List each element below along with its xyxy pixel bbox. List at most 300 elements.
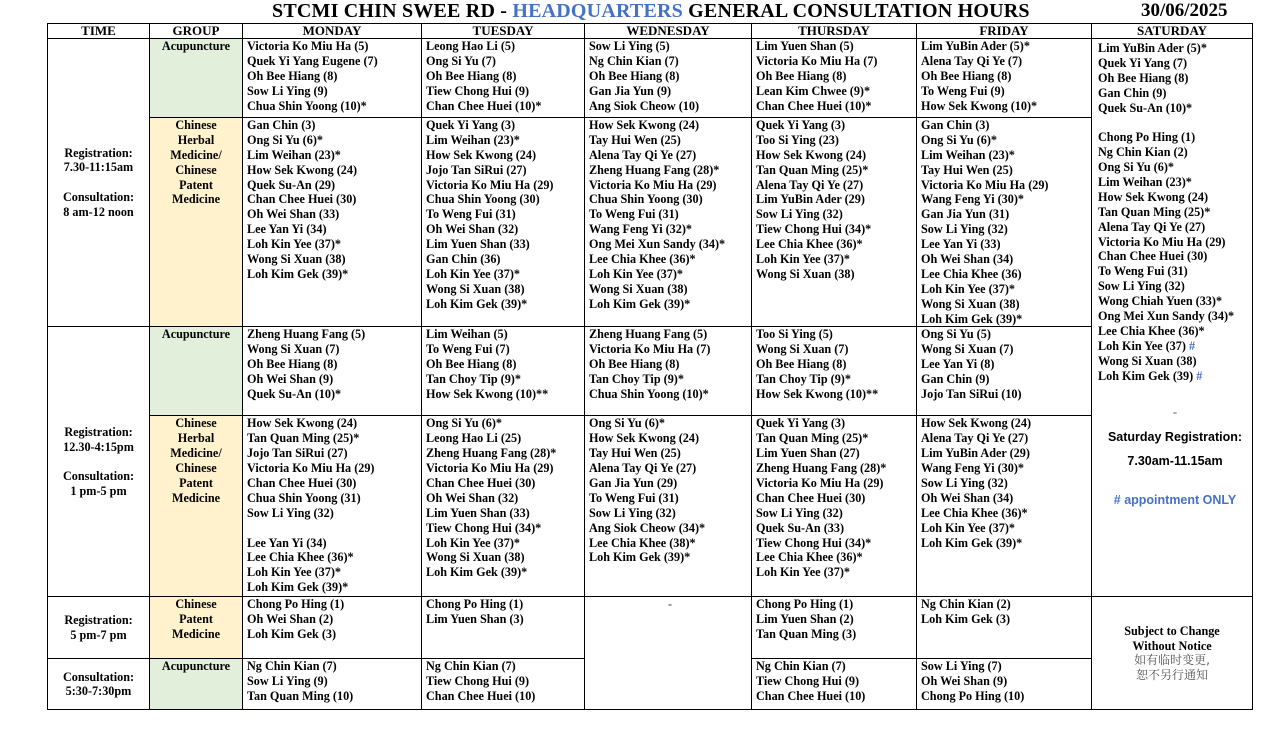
doctor-entry: Zheng Huang Fang (5) [247, 327, 366, 342]
doctor-entry: Tan Choy Tip (9)* [426, 372, 521, 387]
doctor-entry: Wang Feng Yi (30)* [921, 461, 1025, 476]
doctor-entry: Lim Weihan (23)* [1098, 175, 1192, 190]
doctor-entry: Ong Mei Xun Sandy (34)* [1098, 309, 1235, 324]
doctor-entry: Victoria Ko Miu Ha (29) [1098, 234, 1226, 249]
doctor-entry: Leong Hao Li (25) [426, 431, 522, 446]
saturday-entry [1098, 369, 1252, 384]
doctor-entry: Wong Si Xuan (7) [756, 342, 849, 357]
doctor-entry: Loh Kim Gek (39)* [921, 311, 1023, 326]
doctor-entry: Ong Si Yu (7) [426, 53, 496, 68]
doctor-entry: How Sek Kwong (24) [589, 118, 700, 132]
saturday-entry-name: Loh Kim Gek (39) [1098, 368, 1197, 383]
doctor-entry: Victoria Ko Miu Ha (5) [247, 39, 369, 53]
page-title [272, 0, 1030, 23]
am-acupuncture-row [48, 39, 1253, 118]
pm-acu-wed [585, 327, 752, 416]
doctor-entry: Chua Shin Yoong (30) [589, 192, 703, 207]
pm-acu-thu [752, 327, 917, 416]
doctor-entry: Loh Kim Gek (3) [921, 612, 1011, 627]
doctor-entry: Loh Kim Gek (39)* [921, 535, 1023, 550]
doctor-entry: Quek Yi Yang (3) [756, 118, 846, 132]
doctor-entry: Loh Kin Yee (37)* [426, 266, 520, 281]
doctor-entry: Lee Chia Khee (36)* [1098, 323, 1205, 338]
doctor-entry: Tan Quan Ming (25)* [1098, 204, 1211, 219]
col-header-monday: MONDAY [243, 24, 422, 39]
doctor-entry: Alena Tay Qi Ye (27) [589, 461, 697, 476]
doctor-entry: Zheng Huang Fang (5) [589, 327, 708, 342]
doctor-entry: Gan Chin (36) [426, 252, 501, 267]
doctor-entry: Tiew Chong Hui (34)* [426, 520, 542, 535]
pm-herb-thu [752, 416, 917, 597]
doctor-entry: Alena Tay Qi Ye (27) [1098, 219, 1206, 234]
pm-acu-mon [243, 327, 422, 416]
doctor-entry: Victoria Ko Miu Ha (29) [921, 177, 1049, 192]
doctor-entry: Oh Bee Hiang (8) [247, 357, 338, 372]
saturday-entry-name: Loh Kin Yee (37) [1098, 338, 1189, 353]
doctor-entry: Tan Quan Ming (3) [756, 627, 857, 642]
doctor-entry: Lee Chia Khee (36)* [589, 252, 696, 267]
doctor-entry: Chan Chee Huei (10)* [426, 98, 542, 113]
doctor-entry: Tay Hui Wen (25) [589, 132, 681, 147]
doctor-entry: Lee Chia Khee (36)* [756, 237, 863, 252]
doctor-entry: Loh Kin Yee (37)* [921, 281, 1015, 296]
am-group-acupuncture: Acupuncture [150, 39, 243, 118]
appointment-only-note: # appointment ONLY [1113, 493, 1237, 508]
doctor-entry: Lee Yan Yi (8) [921, 357, 995, 372]
doctor-entry: Jojo Tan SiRui (27) [426, 162, 527, 177]
am-acu-thu [752, 39, 917, 118]
am-time-cell [48, 39, 150, 327]
eve-time-line: 5 pm-7 pm [70, 627, 127, 642]
doctor-entry [247, 521, 421, 536]
am-acu-wed [585, 39, 752, 118]
doctor-entry: Tiew Chong Hui (9) [426, 83, 530, 98]
am-acu-mon [243, 39, 422, 118]
doctor-entry: Wang Feng Yi (30)* [921, 192, 1025, 207]
doctor-entry: Oh Wei Shan (2) [247, 612, 334, 627]
eve-time-line: Consultation: [62, 669, 135, 684]
am-herb-thu [752, 118, 917, 327]
doctor-entry: Tiew Chong Hui (34)* [756, 535, 872, 550]
doctor-entry: Ong Si Yu (6)* [247, 132, 323, 147]
doctor-entry: Sow Li Ying (5) [589, 39, 670, 53]
doctor-entry: How Sek Kwong (24) [426, 147, 537, 162]
schedule-date: 30/06/2025 [1141, 0, 1228, 21]
doctor-entry: Lim Yuen Shan (33) [426, 237, 530, 252]
eve-registration-cell [48, 597, 150, 659]
doctor-entry: Tiew Chong Hui (9) [426, 674, 530, 689]
doctor-entry: Sow Li Ying (32) [247, 505, 334, 520]
am-time-line: 8 am-12 noon [63, 205, 134, 220]
pm-acupuncture-row [48, 327, 1253, 416]
doctor-entry: Too Si Ying (5) [756, 327, 833, 342]
doctor-entry: Victoria Ko Miu Ha (29) [426, 177, 554, 192]
group-label-line: Chinese [175, 416, 217, 431]
doctor-entry: Wong Si Xuan (38) [921, 296, 1020, 311]
pm-herb-fri [917, 416, 1092, 597]
pm-herb-tue [422, 416, 585, 597]
doctor-entry: How Sek Kwong (10)* [921, 98, 1038, 113]
notice-zh-line: 如有临时变更, [1134, 653, 1210, 668]
doctor-entry: Ong Si Yu (5) [921, 327, 991, 342]
eve-patent-thu [752, 597, 917, 659]
doctor-entry: Oh Bee Hiang (8) [247, 68, 338, 83]
doctor-entry: Sow Li Ying (32) [756, 207, 843, 222]
doctor-entry [1098, 115, 1252, 130]
group-label-line: Medicine [171, 627, 221, 642]
doctor-entry: Tan Quan Ming (25)* [756, 431, 869, 446]
group-label-line: Chinese [175, 162, 217, 177]
doctor-entry: Ong Si Yu (6)* [426, 416, 502, 431]
doctor-entry: Ng Chin Kian (2) [921, 597, 1011, 612]
group-label-line: Medicine/ [170, 147, 222, 162]
col-header-friday: FRIDAY [917, 24, 1092, 39]
doctor-entry: Chan Chee Huei (10) [756, 689, 866, 704]
doctor-entry: To Weng Fui (31) [589, 490, 679, 505]
doctor-entry: Lee Chia Khee (36)* [756, 550, 863, 565]
eve-acu-tue [422, 659, 585, 710]
doctor-entry: Lee Yan Yi (34) [247, 222, 327, 237]
pm-herbal-row [48, 416, 1253, 597]
doctor-entry: How Sek Kwong (24) [589, 431, 700, 446]
doctor-entry: How Sek Kwong (24) [247, 162, 358, 177]
doctor-entry: Lim Yuen Shan (2) [756, 612, 854, 627]
doctor-entry: How Sek Kwong (24) [1098, 189, 1209, 204]
doctor-entry: Zheng Huang Fang (28)* [756, 461, 887, 476]
doctor-entry: Oh Wei Shan (32) [426, 222, 519, 237]
group-label-line: Chinese [175, 597, 217, 612]
doctor-entry: Quek Su-An (33) [756, 520, 845, 535]
am-time-line: 7.30-11:15am [63, 160, 134, 175]
doctor-entry: Loh Kim Gek (39)* [247, 580, 349, 595]
doctor-entry: Oh Wei Shan (32) [426, 490, 519, 505]
saturday-entry [1098, 339, 1252, 354]
doctor-entry: Ng Chin Kian (2) [1098, 145, 1188, 160]
doctor-entry: How Sek Kwong (24) [247, 416, 358, 431]
doctor-entry: Lee Chia Khee (38)* [589, 535, 696, 550]
doctor-entry: Lean Kim Chwee (9)* [756, 83, 871, 98]
col-header-saturday: SATURDAY [1092, 24, 1253, 39]
pm-time-line: Registration: [64, 424, 133, 439]
doctor-entry: Zheng Huang Fang (28)* [426, 446, 557, 461]
doctor-entry: Oh Bee Hiang (8) [921, 68, 1012, 83]
pm-time-line: 12.30-4:15pm [63, 439, 134, 454]
doctor-entry: Quek Su-An (10)* [1098, 100, 1193, 115]
doctor-entry: Gan Chin (9) [921, 372, 990, 387]
am-group-herbal [150, 118, 243, 327]
doctor-entry: Lee Yan Yi (34) [247, 535, 327, 550]
header-row [48, 24, 1253, 39]
doctor-entry: Lim Weihan (23)* [426, 132, 520, 147]
saturday-entry [1098, 354, 1252, 369]
pm-herb-wed [585, 416, 752, 597]
am-herb-wed [585, 118, 752, 327]
group-label-line: Patent [179, 177, 213, 192]
eve-time-line: Registration: [64, 613, 133, 628]
doctor-entry: Oh Bee Hiang (8) [589, 357, 680, 372]
saturday-registration-label: Saturday Registration: [1107, 430, 1243, 445]
saturday-cell [1092, 39, 1253, 597]
doctor-entry: Chan Chee Huei (30) [247, 476, 357, 491]
appointment-mark: # [1188, 338, 1196, 353]
doctor-entry: Loh Kin Yee (37)* [426, 535, 520, 550]
schedule-table [47, 23, 1253, 710]
eve-acu-mon [243, 659, 422, 710]
doctor-entry: Lim Weihan (23)* [247, 147, 341, 162]
doctor-entry: Ng Chin Kian (7) [756, 659, 846, 674]
group-label-line: Herbal [177, 132, 215, 147]
eve-patent-row [48, 597, 1253, 659]
doctor-entry: Lee Chia Khee (36)* [247, 550, 354, 565]
doctor-entry: Oh Wei Shan (9) [921, 674, 1008, 689]
doctor-entry: Gan Jia Yun (29) [589, 476, 678, 491]
doctor-entry: Lim Weihan (5) [426, 327, 508, 342]
notice-line: Subject to Change [1124, 623, 1220, 638]
pm-herb-mon [243, 416, 422, 597]
doctor-entry: Gan Jia Yun (9) [589, 83, 672, 98]
doctor-entry: Sow Li Ying (32) [921, 476, 1008, 491]
doctor-entry: Chong Po Hing (1) [426, 597, 524, 612]
doctor-entry: Lim YuBin Ader (5)* [1098, 41, 1207, 55]
pm-group-herbal [150, 416, 243, 597]
doctor-entry: Ong Si Yu (6)* [1098, 160, 1174, 175]
col-header-wednesday: WEDNESDAY [585, 24, 752, 39]
am-time-line: Consultation: [62, 190, 135, 205]
doctor-entry: Loh Kim Gek (3) [247, 627, 337, 642]
doctor-entry: Tay Hui Wen (25) [921, 162, 1013, 177]
am-herb-fri [917, 118, 1092, 327]
eve-group-acupuncture: Acupuncture [150, 659, 243, 710]
notice-line: Without Notice [1132, 638, 1212, 653]
doctor-entry: Ong Mei Xun Sandy (34)* [589, 237, 726, 252]
doctor-entry: Loh Kim Gek (39)* [426, 296, 528, 311]
doctor-entry: Lee Chia Khee (36)* [921, 505, 1028, 520]
doctor-entry: Wang Feng Yi (32)* [589, 222, 693, 237]
pm-acu-fri [917, 327, 1092, 416]
col-header-group: GROUP [150, 24, 243, 39]
doctor-entry: Chong Po Hing (1) [1098, 130, 1196, 145]
doctor-entry: Chong Po Hing (1) [756, 597, 854, 612]
doctor-entry: Lim YuBin Ader (29) [921, 446, 1030, 461]
doctor-entry: Lim Yuen Shan (3) [426, 612, 524, 627]
eve-time-line: 5:30-7:30pm [65, 684, 132, 699]
doctor-entry: Oh Bee Hiang (8) [756, 357, 847, 372]
eve-wed-empty: - [585, 597, 752, 710]
doctor-entry: Loh Kin Yee (37)* [921, 520, 1015, 535]
doctor-entry: Victoria Ko Miu Ha (7) [756, 53, 878, 68]
am-herb-tue [422, 118, 585, 327]
doctor-entry: Ang Siok Cheow (34)* [589, 520, 706, 535]
doctor-entry: Loh Kin Yee (37)* [247, 237, 341, 252]
doctor-entry: Tan Choy Tip (9)* [589, 372, 684, 387]
doctor-entry: Sow Li Ying (32) [921, 222, 1008, 237]
doctor-entry: Wong Si Xuan (38) [426, 281, 525, 296]
doctor-entry: Oh Bee Hiang (8) [426, 68, 517, 83]
doctor-entry: Ng Chin Kian (7) [247, 659, 337, 674]
doctor-entry: Loh Kim Gek (39)* [589, 550, 691, 565]
doctor-entry: Wong Chiah Yuen (33)* [1098, 294, 1223, 309]
doctor-entry: Ong Si Yu (6)* [589, 416, 665, 431]
doctor-entry: Quek Yi Yang Eugene (7) [247, 53, 378, 68]
doctor-entry: Gan Chin (3) [921, 118, 990, 132]
doctor-entry: Tan Quan Ming (25)* [247, 431, 360, 446]
am-herb-mon [243, 118, 422, 327]
group-label-line: Herbal [177, 431, 215, 446]
doctor-entry: Tan Quan Ming (10) [247, 689, 354, 704]
doctor-entry: Oh Bee Hiang (8) [1098, 70, 1189, 85]
notice-zh-line: 恕不另行通知 [1135, 668, 1208, 683]
appointment-mark: # [1196, 368, 1203, 383]
notice-cell [1092, 597, 1253, 710]
title-suffix: GENERAL CONSULTATION HOURS [682, 0, 1030, 22]
doctor-entry: Lim Yuen Shan (33) [426, 505, 530, 520]
doctor-entry: Quek Su-An (10)* [247, 387, 342, 402]
doctor-entry: Leong Hao Li (5) [426, 39, 516, 53]
group-label-line: Medicine [171, 490, 221, 505]
doctor-entry: Sow Li Ying (32) [589, 505, 676, 520]
doctor-entry: Gan Chin (9) [1098, 85, 1167, 100]
doctor-entry: To Weng Fui (9) [921, 83, 1005, 98]
saturday-dash: - [1172, 405, 1178, 420]
doctor-entry: Chua Shin Yoong (10)* [589, 387, 709, 402]
doctor-entry: Sow Li Ying (7) [921, 659, 1002, 674]
pm-time-cell [48, 327, 150, 597]
pm-group-acupuncture: Acupuncture [150, 327, 243, 416]
doctor-entry: Quek Su-An (29) [247, 177, 336, 192]
doctor-entry: Loh Kim Gek (39)* [589, 296, 691, 311]
doctor-entry: Lim YuBin Ader (5)* [921, 39, 1030, 53]
am-time-line [48, 175, 149, 190]
doctor-entry: Lee Yan Yi (33) [921, 237, 1001, 252]
col-header-thursday: THURSDAY [752, 24, 917, 39]
doctor-entry: Too Si Ying (23) [756, 132, 839, 147]
doctor-entry: Ang Siok Cheow (10) [589, 98, 700, 113]
doctor-entry: How Sek Kwong (24) [756, 147, 867, 162]
doctor-entry: Oh Bee Hiang (8) [589, 68, 680, 83]
doctor-entry: Oh Bee Hiang (8) [426, 357, 517, 372]
doctor-entry: Ng Chin Kian (7) [589, 53, 679, 68]
doctor-entry: How Sek Kwong (24) [921, 416, 1032, 431]
doctor-entry: Sow Li Ying (32) [1098, 279, 1185, 294]
am-time-line: Registration: [64, 145, 133, 160]
col-header-tuesday: TUESDAY [422, 24, 585, 39]
doctor-entry: Chua Shin Yoong (30) [426, 192, 540, 207]
doctor-entry: Tiew Chong Hui (34)* [756, 222, 872, 237]
eve-patent-tue [422, 597, 585, 659]
doctor-entry: Alena Tay Qi Ye (27) [756, 177, 864, 192]
doctor-entry: Wong Si Xuan (38) [589, 281, 688, 296]
doctor-entry: Tan Quan Ming (25)* [756, 162, 869, 177]
doctor-entry: Quek Yi Yang (3) [756, 416, 846, 431]
doctor-entry: To Weng Fui (31) [589, 207, 679, 222]
eve-patent-mon [243, 597, 422, 659]
doctor-entry: Lim Weihan (23)* [921, 147, 1015, 162]
doctor-entry: Victoria Ko Miu Ha (29) [589, 177, 717, 192]
doctor-entry: Gan Jia Yun (31) [921, 207, 1010, 222]
doctor-entry: Victoria Ko Miu Ha (7) [589, 342, 711, 357]
doctor-entry: Chan Chee Huei (30) [426, 476, 536, 491]
doctor-entry: Victoria Ko Miu Ha (29) [247, 461, 375, 476]
am-acu-tue [422, 39, 585, 118]
doctor-entry: Chan Chee Huei (30) [1098, 249, 1208, 264]
doctor-entry: Lim YuBin Ader (29) [756, 192, 865, 207]
doctor-entry: Victoria Ko Miu Ha (29) [426, 461, 554, 476]
doctor-entry: Wong Si Xuan (38) [756, 266, 855, 281]
doctor-entry: Loh Kin Yee (37)* [756, 565, 850, 580]
doctor-entry: Quek Yi Yang (3) [426, 118, 516, 132]
group-label-line: Medicine [171, 192, 221, 207]
eve-acu-fri [917, 659, 1092, 710]
doctor-entry: To Weng Fui (7) [426, 342, 510, 357]
col-header-time: TIME [48, 24, 150, 39]
doctor-entry: Sow Li Ying (32) [756, 505, 843, 520]
am-acu-fri [917, 39, 1092, 118]
doctor-entry: Wong Si Xuan (7) [247, 342, 340, 357]
doctor-entry: To Weng Fui (31) [426, 207, 516, 222]
group-label-line: Chinese [175, 118, 217, 132]
saturday-tail [1098, 339, 1252, 384]
doctor-entry: To Weng Fui (31) [1098, 264, 1188, 279]
doctor-entry: Zheng Huang Fang (28)* [589, 162, 720, 177]
doctor-entry: Jojo Tan SiRui (10) [921, 387, 1022, 402]
doctor-entry: Alena Tay Qi Ye (27) [589, 147, 697, 162]
doctor-entry: Loh Kin Yee (37)* [756, 252, 850, 267]
doctor-entry: Loh Kim Gek (39)* [247, 266, 349, 281]
doctor-entry: Victoria Ko Miu Ha (29) [756, 476, 884, 491]
doctor-entry: Lim Yuen Shan (27) [756, 446, 860, 461]
doctor-entry: Chan Chee Huei (10) [426, 689, 536, 704]
doctor-entry: Sow Li Ying (9) [247, 674, 328, 689]
title-headquarters: HEADQUARTERS [512, 0, 683, 22]
doctor-entry: Alena Tay Qi Ye (7) [921, 53, 1023, 68]
saturday-list [1098, 41, 1252, 339]
doctor-entry: Lim Yuen Shan (5) [756, 39, 854, 53]
doctor-entry: How Sek Kwong (10)** [426, 387, 549, 402]
pm-time-line: 1 pm-5 pm [70, 484, 127, 499]
doctor-entry: Chong Po Hing (1) [247, 597, 345, 612]
doctor-entry: Tay Hui Wen (25) [589, 446, 681, 461]
eve-group-patent [150, 597, 243, 659]
pm-time-line [48, 455, 149, 470]
eve-consultation-cell [48, 659, 150, 710]
doctor-entry: Sow Li Ying (9) [247, 83, 328, 98]
doctor-entry: Loh Kin Yee (37)* [247, 565, 341, 580]
group-label-line: Patent [179, 476, 213, 491]
doctor-entry: Alena Tay Qi Ye (27) [921, 431, 1029, 446]
group-label-line: Patent [179, 612, 213, 627]
doctor-entry: Chua Shin Yoong (31) [247, 490, 361, 505]
eve-acu-thu [752, 659, 917, 710]
saturday-entry-name: Wong Si Xuan (38) [1098, 353, 1197, 368]
eve-patent-fri [917, 597, 1092, 659]
group-label-line: Chinese [175, 461, 217, 476]
doctor-entry: Gan Chin (3) [247, 118, 316, 132]
doctor-entry: Chan Chee Huei (30) [247, 192, 357, 207]
doctor-entry: Jojo Tan SiRui (27) [247, 446, 348, 461]
doctor-entry: Tan Choy Tip (9)* [756, 372, 851, 387]
doctor-entry: Oh Wei Shan (34) [921, 490, 1014, 505]
pm-acu-tue [422, 327, 585, 416]
pm-time-line: Consultation: [62, 469, 135, 484]
doctor-entry: Chong Po Hing (10) [921, 689, 1025, 704]
doctor-entry: Oh Wei Shan (34) [921, 252, 1014, 267]
doctor-entry: Loh Kim Gek (39)* [426, 565, 528, 580]
doctor-entry: Wong Si Xuan (38) [426, 550, 525, 565]
doctor-entry: Tiew Chong Hui (9) [756, 674, 860, 689]
doctor-entry: Ong Si Yu (6)* [921, 132, 997, 147]
doctor-entry: Wong Si Xuan (38) [247, 252, 346, 267]
doctor-entry: Quek Yi Yang (7) [1098, 55, 1188, 70]
